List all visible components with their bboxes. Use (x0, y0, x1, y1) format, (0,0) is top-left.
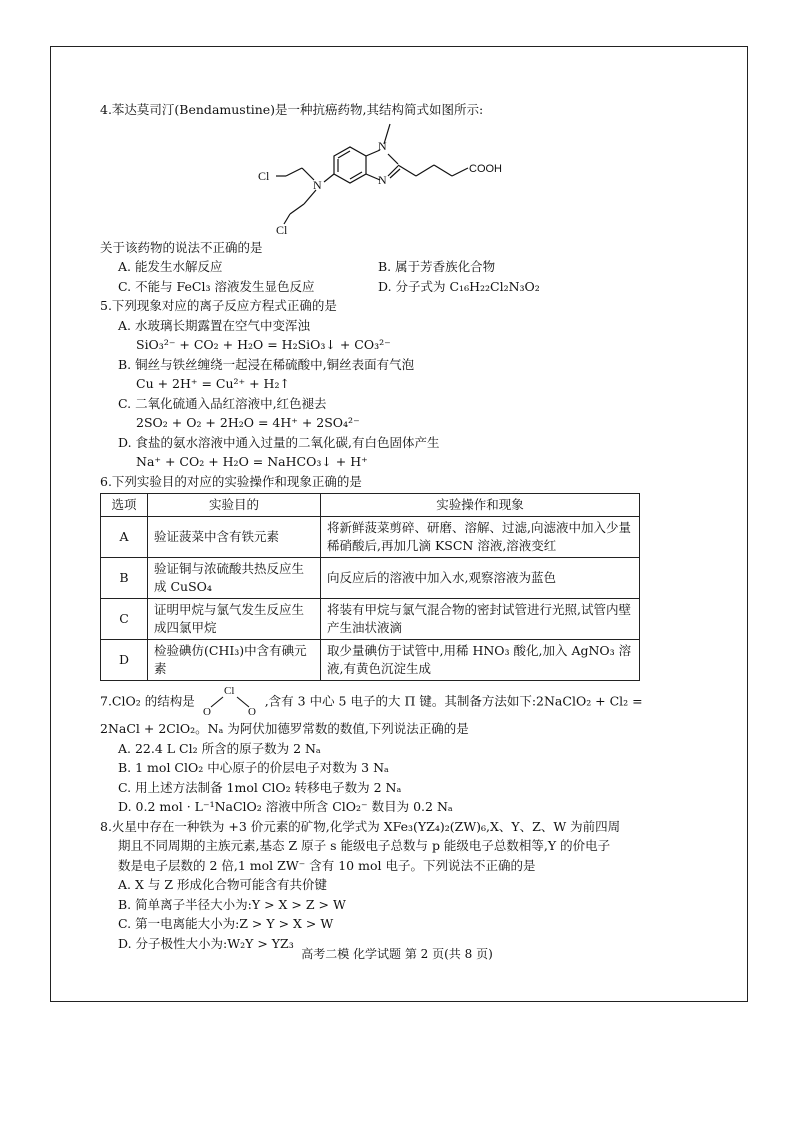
row-option: A (101, 517, 148, 558)
q4-stem: 4.苯达莫司汀(Bendamustine)是一种抗癌药物,其结构简式如图所示: (100, 102, 484, 117)
q4-options-row1 (100, 257, 660, 277)
n3-label: N (378, 172, 387, 187)
row-option: C (101, 599, 148, 640)
clo2-cl-label: Cl (223, 685, 235, 697)
cooh-label: COOH (469, 162, 502, 175)
amine-n-label: N (313, 177, 322, 192)
clo2-o-label-1: O (202, 706, 211, 717)
header-aim: 实验目的 (148, 494, 321, 517)
exam-content (100, 100, 660, 953)
q7-stem-post: ,含有 3 中心 5 电子的大 Π 键。其制备方法如下:2NaClO₂ + Cl₂ = (264, 693, 643, 709)
molecule-diagram (250, 116, 550, 238)
n1-label: N (378, 138, 387, 153)
table-row (101, 558, 640, 599)
table-row (101, 640, 640, 681)
q4-option-d: D. 分子式为 C₁₆H₂₂Cl₂N₃O₂ (378, 278, 540, 294)
row-aim: 检验碘仿(CHI₃)中含有碘元素 (148, 640, 321, 681)
q7-option-b: B. 1 mol ClO₂ 中心原子的价层电子对数为 3 Nₐ (118, 760, 389, 775)
q5-option-b-equation: Cu + 2H⁺ = Cu²⁺ + H₂↑ (136, 376, 290, 391)
q5-option-d-equation: Na⁺ + CO₂ + H₂O = NaHCO₃↓ + H⁺ (136, 454, 368, 469)
row-operation: 将装有甲烷与氯气混合物的密封试管进行光照,试管内壁产生油状液滴 (321, 599, 640, 640)
q5-option-c: C. 二氧化硫通入品红溶液中,红色褪去 (118, 395, 327, 411)
q8-option-a: A. X 与 Z 形成化合物可能含有共价键 (118, 877, 327, 892)
q8-stem-line2: 期且不同周期的主族元素,基态 Z 原子 s 能级电子总数与 p 能级电子总数相等,Y 的价电子 (118, 838, 611, 853)
q7-stem (100, 685, 660, 719)
page-footer: 高考二模 化学试题 第 2 页(共 8 页) (301, 947, 493, 961)
table-row (101, 599, 640, 640)
table-row (101, 517, 640, 558)
q8-stem-line1: 8.火星中存在一种铁为 +3 价元素的矿物,化学式为 XFe₃(YZ₄)₂(ZW)₆,X、Y、Z、W 为前四周 (100, 818, 621, 834)
q4-option-c: C. 不能与 FeCl₃ 溶液发生显色反应 (118, 278, 315, 294)
header-option: 选项 (101, 494, 148, 517)
header-operation: 实验操作和现象 (321, 494, 640, 517)
row-operation: 取少量碘仿于试管中,用稀 HNO₃ 酸化,加入 AgNO₃ 溶液,有黄色沉淀生成 (321, 640, 640, 681)
clo2-o-label-2: O (247, 706, 256, 717)
cl-label-2: Cl (276, 222, 288, 237)
row-option: B (101, 558, 148, 599)
table-header-row (101, 494, 640, 517)
q8-option-b: B. 简单离子半径大小为:Y > X > Z > W (118, 896, 346, 912)
q7-option-c: C. 用上述方法制备 1mol ClO₂ 转移电子数为 2 Nₐ (118, 779, 402, 795)
q4-question: 关于该药物的说法不正确的是 (100, 239, 263, 255)
q8-stem-line3: 数是电子层数的 2 倍,1 mol ZW⁻ 含有 10 mol 电子。下列说法不正确的是 (118, 857, 536, 873)
q5-stem: 5.下列现象对应的离子反应方程式正确的是 (100, 298, 337, 313)
row-operation: 将新鲜菠菜剪碎、研磨、溶解、过滤,向滤液中加入少量稀硝酸后,再加几滴 KSCN 溶液,溶液变红 (321, 517, 640, 558)
q5-option-a-equation: SiO₃²⁻ + CO₂ + H₂O = H₂SiO₃↓ + CO₃²⁻ (136, 337, 391, 352)
q7-option-d: D. 0.2 mol · L⁻¹NaClO₂ 溶液中所含 ClO₂⁻ 数目为 0.2 Nₐ (118, 799, 453, 814)
q5-option-d: D. 食盐的氨水溶液中通入过量的二氧化碳,有白色固体产生 (118, 434, 440, 450)
row-aim: 验证菠菜中含有铁元素 (148, 517, 321, 558)
q8-option-d: D. 分子极性大小为:W₂Y > YZ₃ (118, 935, 294, 951)
row-option: D (101, 640, 148, 681)
q7-stem-line2: 2NaCl + 2ClO₂。Nₐ 为阿伏加德罗常数的数值,下列说法正确的是 (100, 721, 469, 736)
q4-option-a: A. 能发生水解反应 (118, 259, 223, 274)
cl-label-1: Cl (258, 168, 270, 183)
row-aim: 证明甲烷与氯气发生反应生成四氯甲烷 (148, 599, 321, 640)
row-aim: 验证铜与浓硫酸共热反应生成 CuSO₄ (148, 558, 321, 599)
q5-option-c-equation: 2SO₂ + O₂ + 2H₂O = 4H⁺ + 2SO₄²⁻ (136, 415, 360, 430)
q4-options-row2 (100, 277, 660, 297)
q7-stem-pre: 7.ClO₂ 的结构是 (100, 693, 195, 709)
q6-table (100, 493, 640, 681)
q5-option-a: A. 水玻璃长期露置在空气中变浑浊 (118, 317, 310, 333)
q8-option-c: C. 第一电离能大小为:Z > Y > X > W (118, 916, 334, 931)
q6-stem: 6.下列实验目的对应的实验操作和现象正确的是 (100, 473, 362, 489)
bendamustine-structure (100, 120, 660, 238)
q7-option-a: A. 22.4 L Cl₂ 所含的原子数为 2 Nₐ (118, 740, 321, 756)
clo2-structure (199, 683, 261, 717)
row-operation: 向反应后的溶液中加入水,观察溶液为蓝色 (321, 558, 640, 599)
q5-option-b: B. 铜丝与铁丝缠绕一起浸在稀硫酸中,铜丝表面有气泡 (118, 356, 415, 372)
q4-option-b: B. 属于芳香族化合物 (378, 259, 496, 274)
